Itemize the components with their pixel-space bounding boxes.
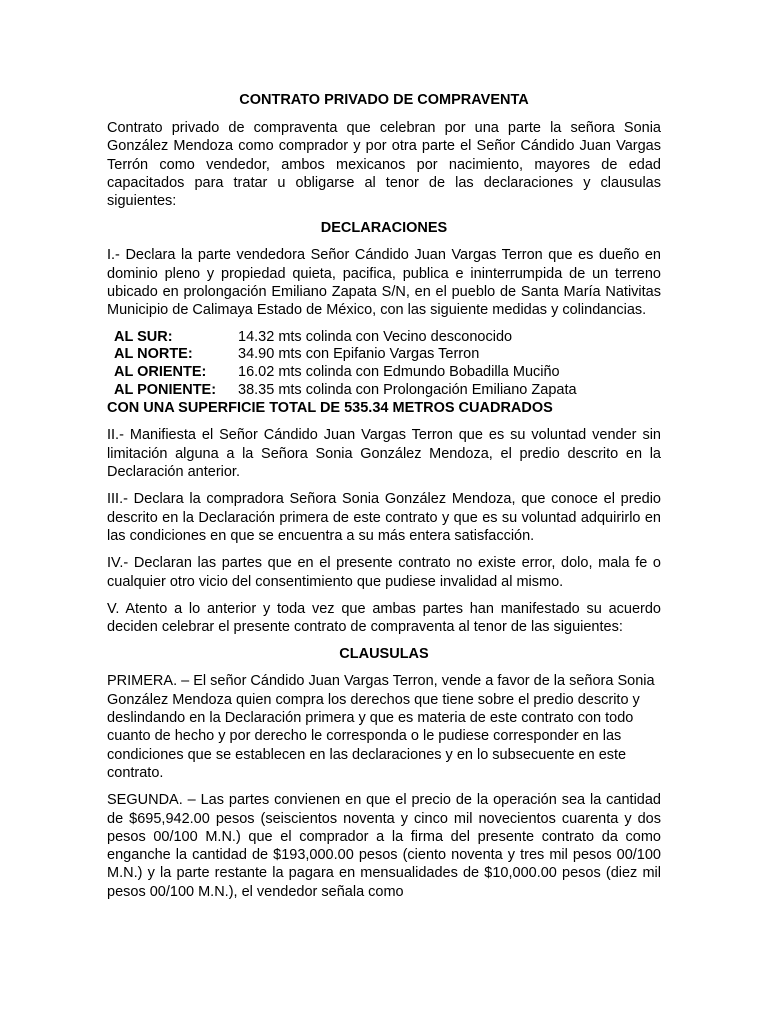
declaraciones-heading: DECLARACIONES (320, 220, 448, 237)
boundary-label: AL SUR: (114, 328, 173, 345)
declaracion-2: II.- Manifiesta el Señor Cándido Juan Vargas Terron que es su voluntad vender sin limitación alguna a la Señora Sonia González Mendoza, el predio descrito en la Declaración anterior. (107, 427, 661, 481)
clausula-primera: PRIMERA. – El señor Cándido Juan Vargas Terron, vende a favor de la señora Sonia González Mendoza quien compra los derechos que tiene sobre el predio descrito y deslindando en la Declaración primera y que es materia de este contrato con todo cuanto de hecho y por derecho le corresponda o le pudiese corresponder en las condiciones que se establecen en las declaraciones y en lo subsecuente en este contrato. (107, 673, 655, 781)
declaracion-3: III.- Declara la compradora Señora Sonia González Mendoza, que conoce el predio descrito en la Declaración primera de este contrato y que es su voluntad adquirirlo en las condiciones en que se encuentra a su más entera satisfacción. (107, 491, 661, 544)
boundary-label: AL NORTE: (114, 346, 193, 363)
clausula-segunda: SEGUNDA. – Las partes convienen en que el precio de la operación sea la cantidad de $695,942.00 pesos (seiscientos noventa y cinco mil novecientos cuarenta y dos pesos 00/100 M.N.) que el comprador a la firma del presente contrato da como enganche la cantidad de $193,000.00 pesos (ciento noventa y tres mil pesos 00/100 M.N.) y la parte restante la pagara en mensualidades de $10,000.00 pesos (diez mil pesos 00/100 M.N.), el vendedor señala como (107, 792, 661, 900)
boundary-label: AL PONIENTE: (114, 381, 217, 398)
boundary-row-east (114, 364, 661, 382)
declaracion-5: V. Atento a lo anterior y toda vez que ambas partes han manifestado su acuerdo deciden celebrar el presente contrato de compraventa al tenor de las siguientes: (107, 600, 661, 636)
boundary-row-north (114, 346, 661, 364)
boundary-text: 14.32 mts colinda con Vecino desconocido (238, 328, 513, 345)
intro-paragraph: Contrato privado de compraventa que celebran por una parte la señora Sonia González Mendoza como comprador y por otra parte el Señor Cándido Juan Vargas Terrón como vendedor, ambos mexicanos por nacimiento, mayores de edad capacitados para tratar u obligarse al tenor de las declaraciones y clausulas siguientes: (107, 120, 661, 210)
boundary-text: 38.35 mts colinda con Prolongación Emiliano Zapata (238, 381, 577, 398)
boundary-row-south (114, 329, 661, 347)
boundary-text: 16.02 mts colinda con Edmundo Bobadilla Muciño (238, 364, 560, 381)
boundary-text: 34.90 mts con Epifanio Vargas Terron (238, 346, 480, 363)
declaracion-1: I.- Declara la parte vendedora Señor Cándido Juan Vargas Terron que es dueño en dominio pleno y propiedad quieta, pacifica, publica e ininterrumpida de un terreno ubicado en prolongación Emiliano Zapata S/N, en el pueblo de Santa María Nativitas Municipio de Calimaya Estado de México, con las siguiente medidas y colindancias. (107, 247, 661, 319)
boundary-row-west (114, 382, 661, 400)
boundary-label: AL ORIENTE: (114, 364, 207, 381)
boundaries-list (114, 329, 661, 400)
surface-total: CON UNA SUPERFICIE TOTAL DE 535.34 METROS CUADRADOS (107, 400, 553, 417)
document-title: CONTRATO PRIVADO DE COMPRAVENTA (239, 92, 529, 108)
declaracion-4: IV.- Declaran las partes que en el presente contrato no existe error, dolo, mala fe o cualquier otro vicio del consentimiento que pudiese invalidad al mismo. (107, 555, 661, 590)
clausulas-heading: CLAUSULAS (339, 646, 429, 663)
